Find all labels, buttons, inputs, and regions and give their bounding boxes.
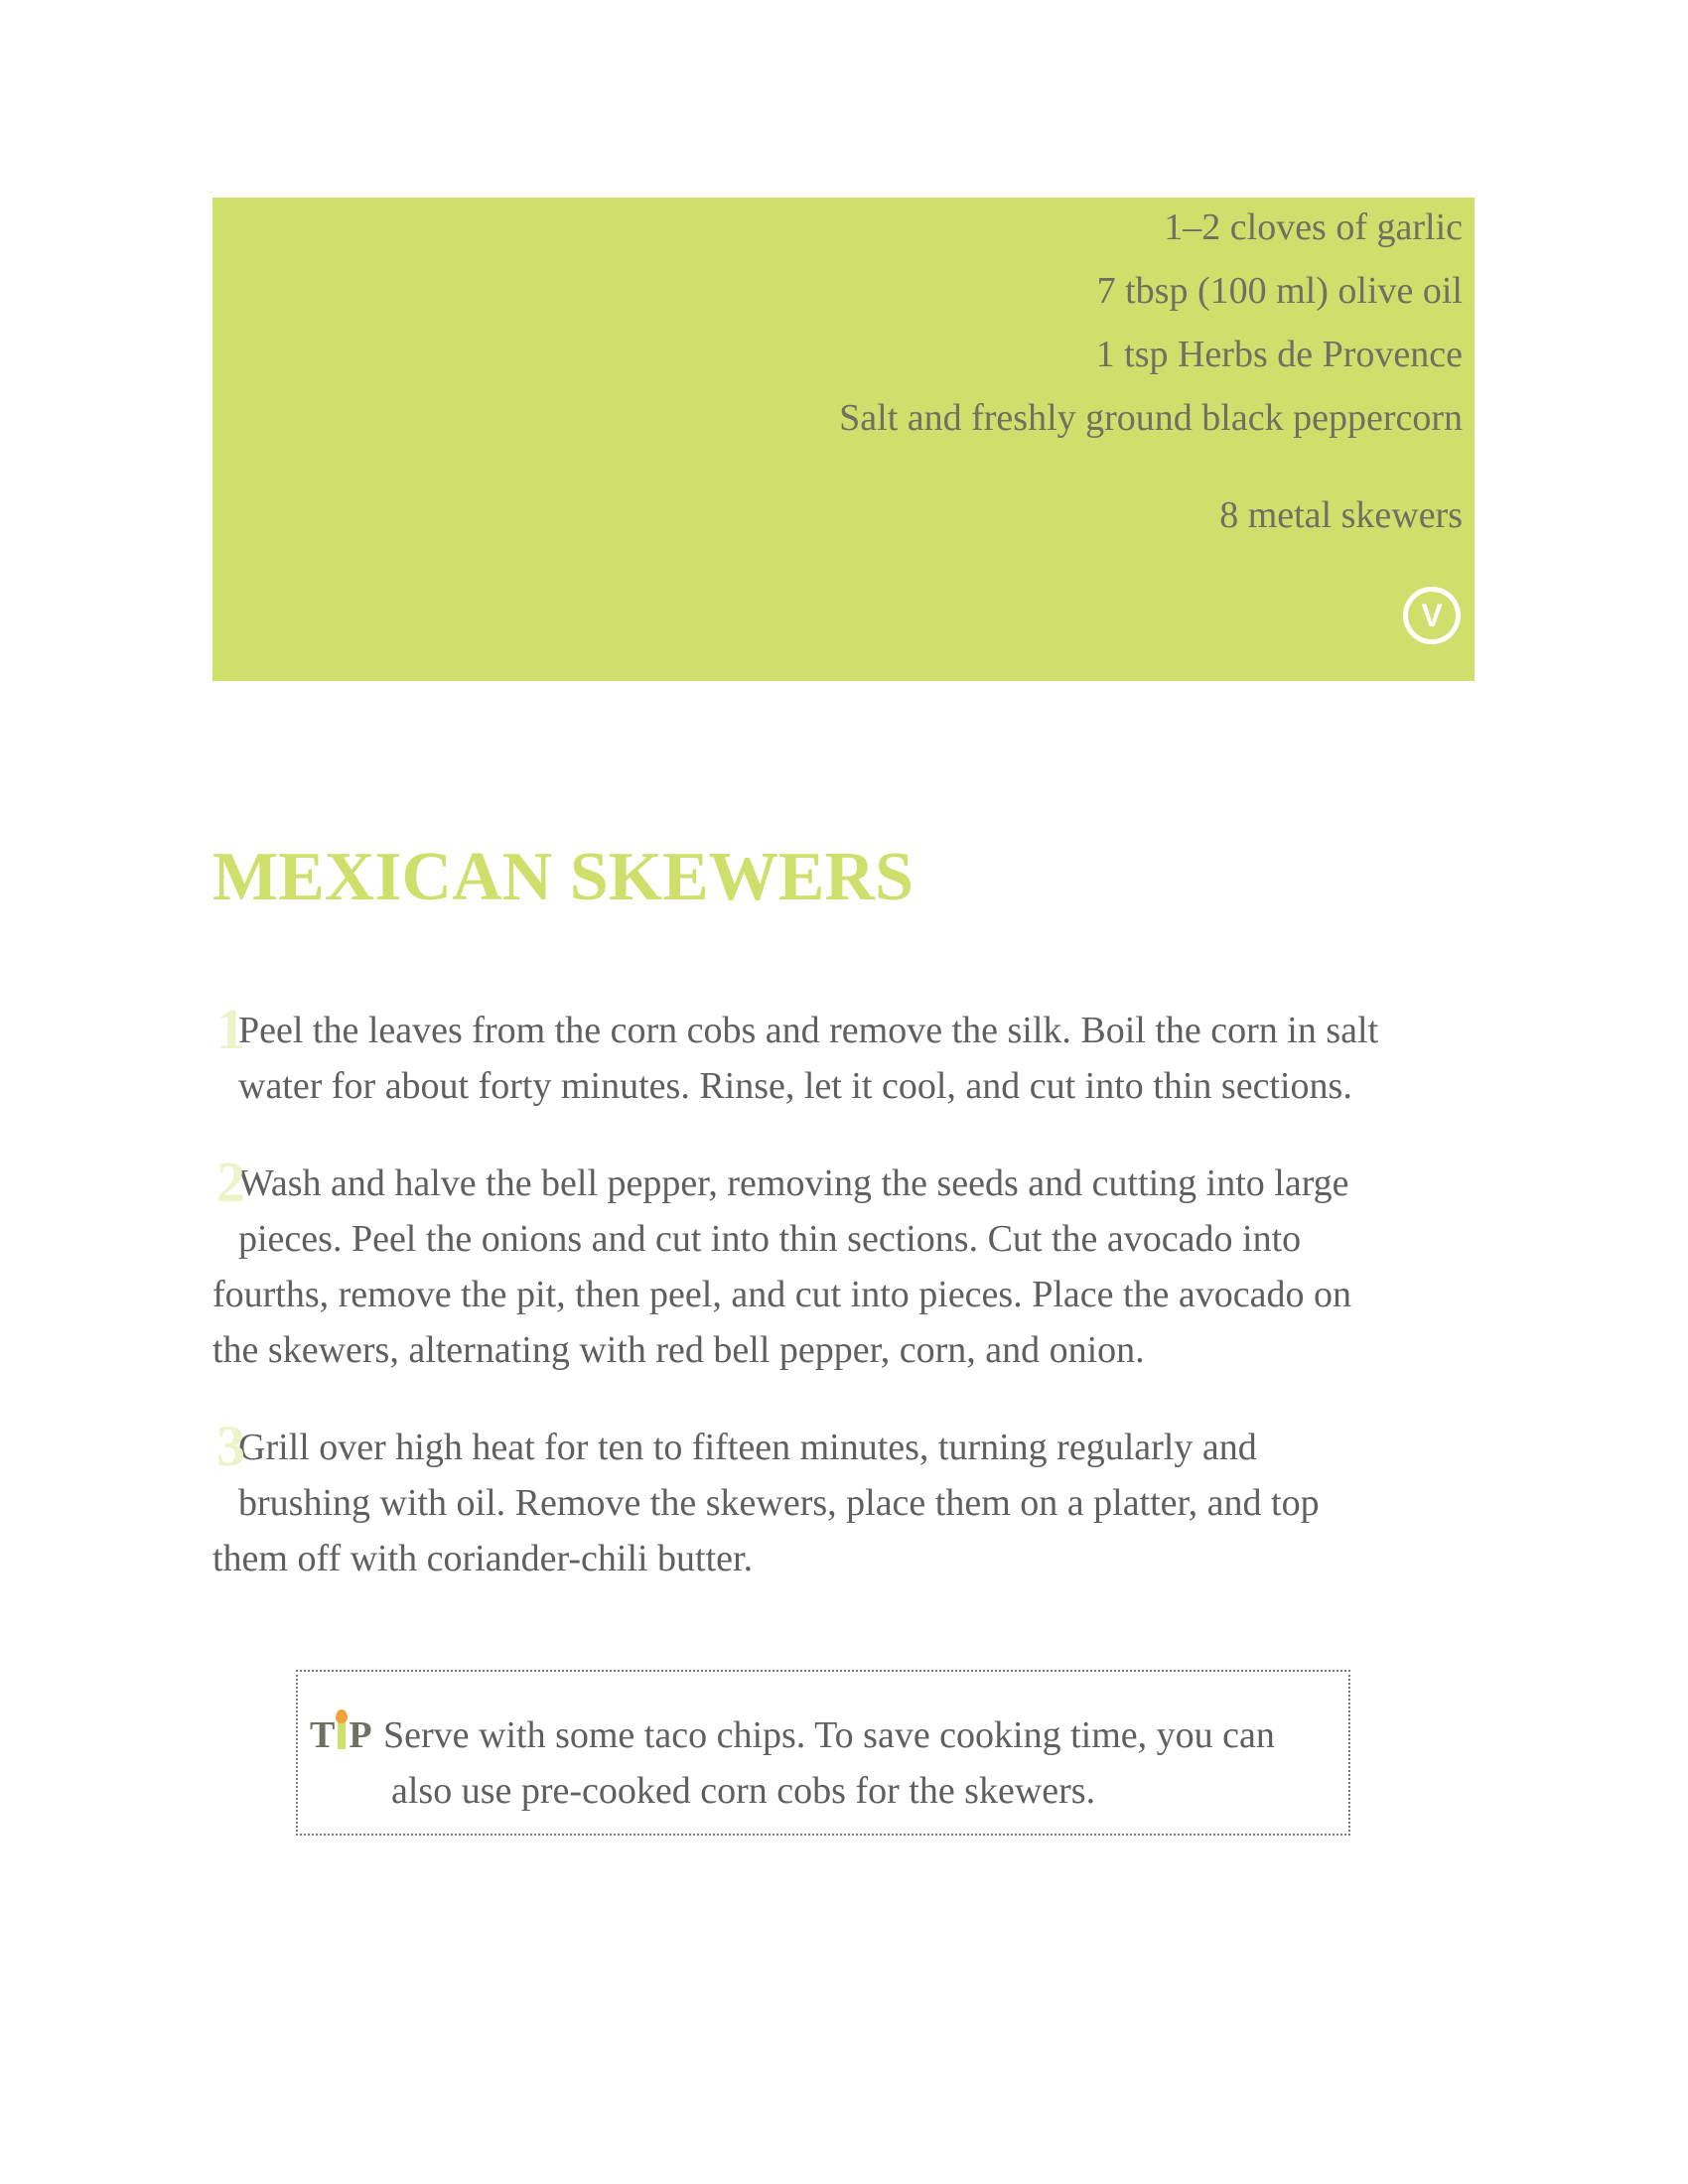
tip-text bbox=[383, 1707, 1275, 1819]
ingredient-item: 1–2 cloves of garlic bbox=[1164, 206, 1463, 248]
step-text-line: pieces. Peel the onions and cut into thin sections. Cut the avocado into bbox=[238, 1218, 1302, 1260]
recipe-title: MEXICAN SKEWERS bbox=[212, 839, 914, 915]
tip-box bbox=[296, 1670, 1350, 1836]
tip-label-end: P bbox=[349, 1714, 372, 1756]
ingredient-item: 7 tbsp (100 ml) olive oil bbox=[1096, 270, 1463, 312]
tip-label bbox=[310, 1707, 372, 1763]
recipe-step-2 bbox=[212, 1150, 1483, 1378]
step-number: 1 bbox=[216, 997, 245, 1061]
step-text-line: Grill over high heat for ten to fifteen minutes, turning regularly and bbox=[238, 1427, 1257, 1468]
tip-label-start: T bbox=[310, 1714, 336, 1756]
step-text-line: Wash and halve the bell pepper, removing the seeds and cutting into large bbox=[238, 1162, 1349, 1204]
ingredient-item: Salt and freshly ground black peppercorn bbox=[839, 397, 1463, 439]
step-text-line: water for about forty minutes. Rinse, let it cool, and cut into thin sections. bbox=[238, 1065, 1352, 1107]
recipe-step-3 bbox=[212, 1414, 1483, 1586]
step-number: 2 bbox=[216, 1150, 245, 1214]
step-text-line: brushing with oil. Remove the skewers, place them on a platter, and top bbox=[238, 1482, 1320, 1524]
step-text-line: the skewers, alternating with red bell pepper, corn, and onion. bbox=[212, 1329, 1145, 1371]
recipe-step-1 bbox=[212, 997, 1483, 1114]
tip-text-line: Serve with some taco chips. To save cooking time, you can bbox=[383, 1714, 1275, 1756]
tip-text-line: also use pre-cooked corn cobs for the skewers. bbox=[391, 1770, 1096, 1812]
step-text-line: fourths, remove the pit, then peel, and cut into pieces. Place the avocado on bbox=[212, 1274, 1352, 1315]
ingredient-item: 8 metal skewers bbox=[1219, 494, 1463, 536]
vegetarian-icon: V bbox=[1403, 587, 1461, 644]
ingredient-item: 1 tsp Herbs de Provence bbox=[1095, 334, 1463, 375]
step-text-line: them off with coriander-chili butter. bbox=[212, 1538, 754, 1579]
step-text-line: Peel the leaves from the corn cobs and remove the silk. Boil the corn in salt bbox=[238, 1010, 1379, 1051]
step-number: 3 bbox=[216, 1414, 245, 1478]
ingredients-panel bbox=[212, 198, 1475, 681]
candle-icon bbox=[338, 1721, 346, 1749]
